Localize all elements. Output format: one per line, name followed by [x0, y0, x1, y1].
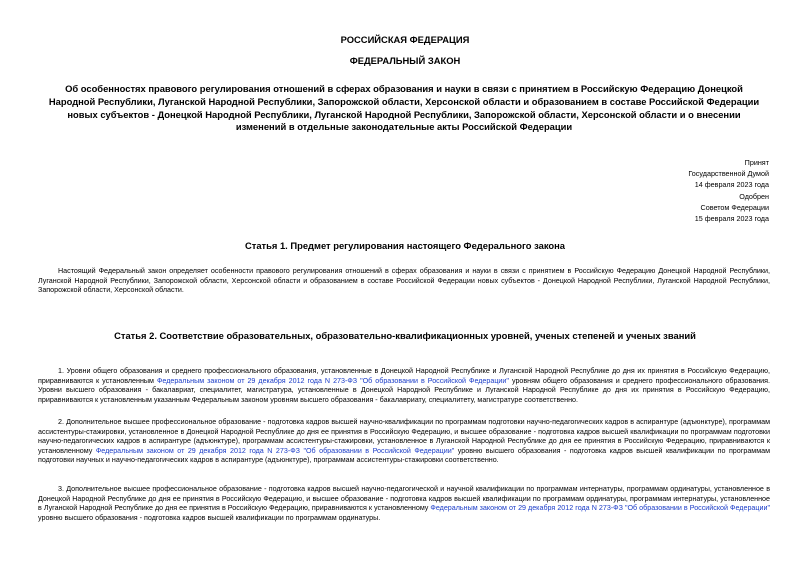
- article-2-paragraph-2: [38, 418, 770, 466]
- adoption-block: [688, 157, 769, 224]
- paragraph-1-text-b: уровням общего образования и среднего профессионального образования. Уровни высшего образования - бакалавриат, специалитет, магистратура, установленные в Донецкой Народной Республике и Луганской Народной Республике до дня их принятия в Российскую Федерацию, приравниваются к установленным указанным Федеральным законом уровням высшего образования - бакалавриату, специалитету, магистратуре соответственно.: [38, 376, 770, 404]
- law-273-link-3[interactable]: Федеральным законом от 29 декабря 2012 года N 273-ФЗ "Об образовании в Российской Федерации": [430, 504, 770, 513]
- article-2-paragraph-1: [38, 367, 770, 405]
- paragraph-2-text-a: 2. Дополнительное высшее профессиональное образование - подготовка кадров высшей научно-квалификации по программам подготовки научно-педагогических кадров в аспирантуре (адъюнктуре), программам ассистентуры-стажировки, установленное в Донецкой Народной Республике до дня ее принятия в Российскую Федерацию, и высшее образование - подготовка кадров высшей квалификации по программам подготовки научно-педагогических кадров в аспирантуре (адъюнктуре), программам ассистентуры-стажировки, установленное в Луганской Народной Республике до дня ее принятия в Российскую Федерацию, приравниваются к установленному: [38, 418, 770, 455]
- approved-label: Одобрен: [739, 191, 769, 201]
- approved-date: 15 февраля 2023 года: [694, 214, 769, 224]
- article-2-title: Статья 2. Соответствие образовательных, образовательно-квалификационных уровней, ученых степеней и ученых званий: [114, 330, 696, 341]
- article-2-paragraph-3: [38, 485, 770, 523]
- paragraph-1-text-a: 1. Уровни общего образования и среднего профессионального образования, установленные в Донецкой Народной Республике и Луганской Народной Республике до дня их принятия в Российскую Федерацию, приравниваются к установленным: [38, 367, 770, 385]
- law-273-link-2[interactable]: Федеральным законом от 29 декабря 2012 года N 273-ФЗ "Об образовании в Российской Федерации": [95, 446, 455, 455]
- accepted-label: Принят: [744, 158, 769, 167]
- paragraph-3-text-b: уровню высшего образования - подготовка кадров высшей квалификации по программам ординатуры.: [38, 513, 381, 522]
- article-1-text: Настоящий Федеральный закон определяет особенности правового регулирования отношений в сферах образования и науки в связи с принятием в Российскую Федерацию Донецкой Народной Республики, Луганской Народной Республики, Запорожской области, Херсонской области и образованием в составе Российской Федерации новых субъектов - Донецкой Народной Республики, Луганской Народной Республики, Запорожской области, Херсонской области.: [38, 267, 770, 295]
- law-273-link-1[interactable]: Федеральным законом от 29 декабря 2012 года N 273-ФЗ "Об образовании в Российской Федерации": [156, 376, 509, 385]
- accepted-date: 14 февраля 2023 года: [694, 180, 769, 190]
- accepted-by: Государственной Думой: [688, 169, 769, 179]
- law-type-heading: ФЕДЕРАЛЬНЫЙ ЗАКОН: [349, 55, 461, 66]
- approved-by: Советом Федерации: [700, 202, 769, 212]
- article-1-title: Статья 1. Предмет регулирования настоящего Федерального закона: [244, 240, 566, 251]
- country-heading: РОССИЙСКАЯ ФЕДЕРАЦИЯ: [340, 34, 470, 45]
- paragraph-2-text-b: уровню высшего образования - подготовка кадров высшей квалификации по программам подготовки научных и научно-педагогических кадров в аспирантуре (адъюнктуре), программам ассистентуры-стажировки соответственно.: [38, 446, 770, 465]
- paragraph-3-text-a: 3. Дополнительное высшее профессиональное образование - подготовка кадров высшей научно-педагогической и научной квалификации по программам интернатуры, программам ординатуры, установленное в Донецкой Народной Республике до дня ее принятия в Российскую Федерацию, и высшее образование - подготовка кадров высшей квалификации по программам ординатуры, программам интернатуры, установленное в Луганской Народной Республике до дня ее принятия в Российскую Федерацию, приравниваются к установленному: [38, 485, 770, 513]
- law-title: Об особенностях правового регулирования отношений в сферах образования и науки в связи с принятием в Российскую Федерацию Донецкой Народной Республики, Луганской Народной Республики, Запорожской области, Херсонской области и образованием в составе Российской Федерации новых субъектов - Донецкой Народной Республики, Луганской Народной Республики, Запорожской области, Херсонской области и о внесении изменений в отдельные законодательные акты Российской Федерации: [48, 83, 760, 133]
